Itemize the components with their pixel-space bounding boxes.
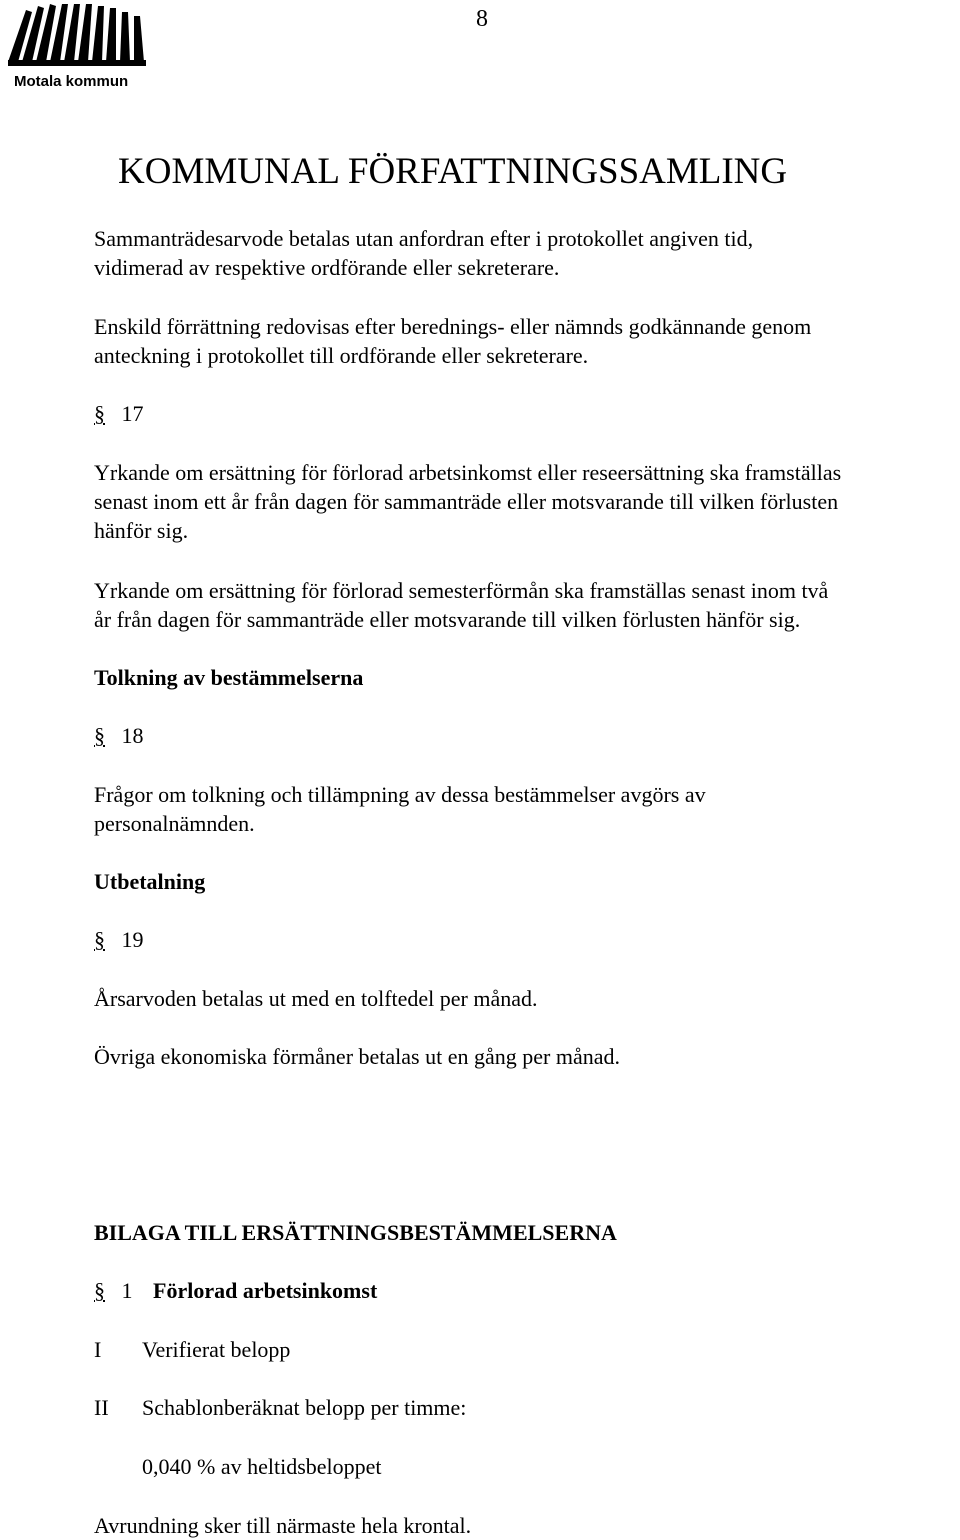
item-text: Schablonberäknat belopp per timme: — [142, 1395, 467, 1420]
paragraph-line: personalnämnden. — [94, 811, 255, 836]
item-number: II — [94, 1395, 109, 1420]
section-19-heading — [94, 925, 144, 954]
svg-text:Motala kommun: Motala kommun — [14, 73, 129, 90]
item-number: I — [94, 1337, 102, 1362]
section-sign: § — [94, 927, 105, 952]
section-number: 1 — [121, 1278, 133, 1303]
item-text: Verifierat belopp — [142, 1337, 291, 1362]
rate-text: 0,040 % av heltidsbeloppet — [142, 1454, 382, 1479]
paragraph-line: Övriga ekonomiska förmåner betalas ut en gång per månad. — [94, 1044, 620, 1069]
appendix-heading: BILAGA TILL ERSÄTTNINGSBESTÄMMELSERNA — [94, 1220, 617, 1245]
paragraph-line: Yrkande om ersättning för förlorad semesterförmån ska framställas senast inom två — [94, 578, 829, 603]
appendix-section-1-heading — [94, 1276, 377, 1305]
crown-logo-icon — [4, 2, 154, 92]
rounding-text: Avrundning sker till närmaste hela krontal. — [94, 1513, 472, 1538]
paragraph-line: hänför sig. — [94, 518, 189, 543]
section-sign: § — [94, 723, 105, 748]
section-number: 19 — [121, 927, 144, 952]
section-number: 18 — [121, 723, 144, 748]
page-number: 8 — [476, 6, 488, 32]
paragraph-line: anteckning i protokollet till ordförande eller sekreterare. — [94, 343, 589, 368]
paragraph-line: år från dagen för sammanträde eller motsvarande till vilken förlusten hänför sig. — [94, 607, 801, 632]
paragraph-line: Årsarvoden betalas ut med en tolftedel per månad. — [94, 986, 538, 1011]
section-number: 17 — [121, 401, 144, 426]
section-sign: § — [94, 1278, 105, 1303]
section-sign: § — [94, 401, 105, 426]
paragraph-line: senast inom ett år från dagen för sammanträde eller motsvarande till vilken förlusten — [94, 489, 839, 514]
document-title: KOMMUNAL FÖRFATTNINGSSAMLING — [118, 151, 788, 192]
section-heading-tolkning: Tolkning av bestämmelserna — [94, 665, 364, 690]
section-17-heading — [94, 399, 144, 428]
paragraph-line: Sammanträdesarvode betalas utan anfordran efter i protokollet angiven tid, — [94, 226, 754, 251]
paragraph-line: vidimerad av respektive ordförande eller sekreterare. — [94, 255, 560, 280]
appendix-section-title: Förlorad arbetsinkomst — [153, 1278, 378, 1303]
paragraph-line: Frågor om tolkning och tillämpning av dessa bestämmelser avgörs av — [94, 782, 706, 807]
motala-kommun-logo — [4, 2, 154, 92]
paragraph-line: Yrkande om ersättning för förlorad arbetsinkomst eller reseersättning ska framställas — [94, 460, 842, 485]
paragraph-line: Enskild förrättning redovisas efter berednings- eller nämnds godkännande genom — [94, 314, 812, 339]
section-18-heading — [94, 721, 144, 750]
section-heading-utbetalning: Utbetalning — [94, 869, 206, 894]
